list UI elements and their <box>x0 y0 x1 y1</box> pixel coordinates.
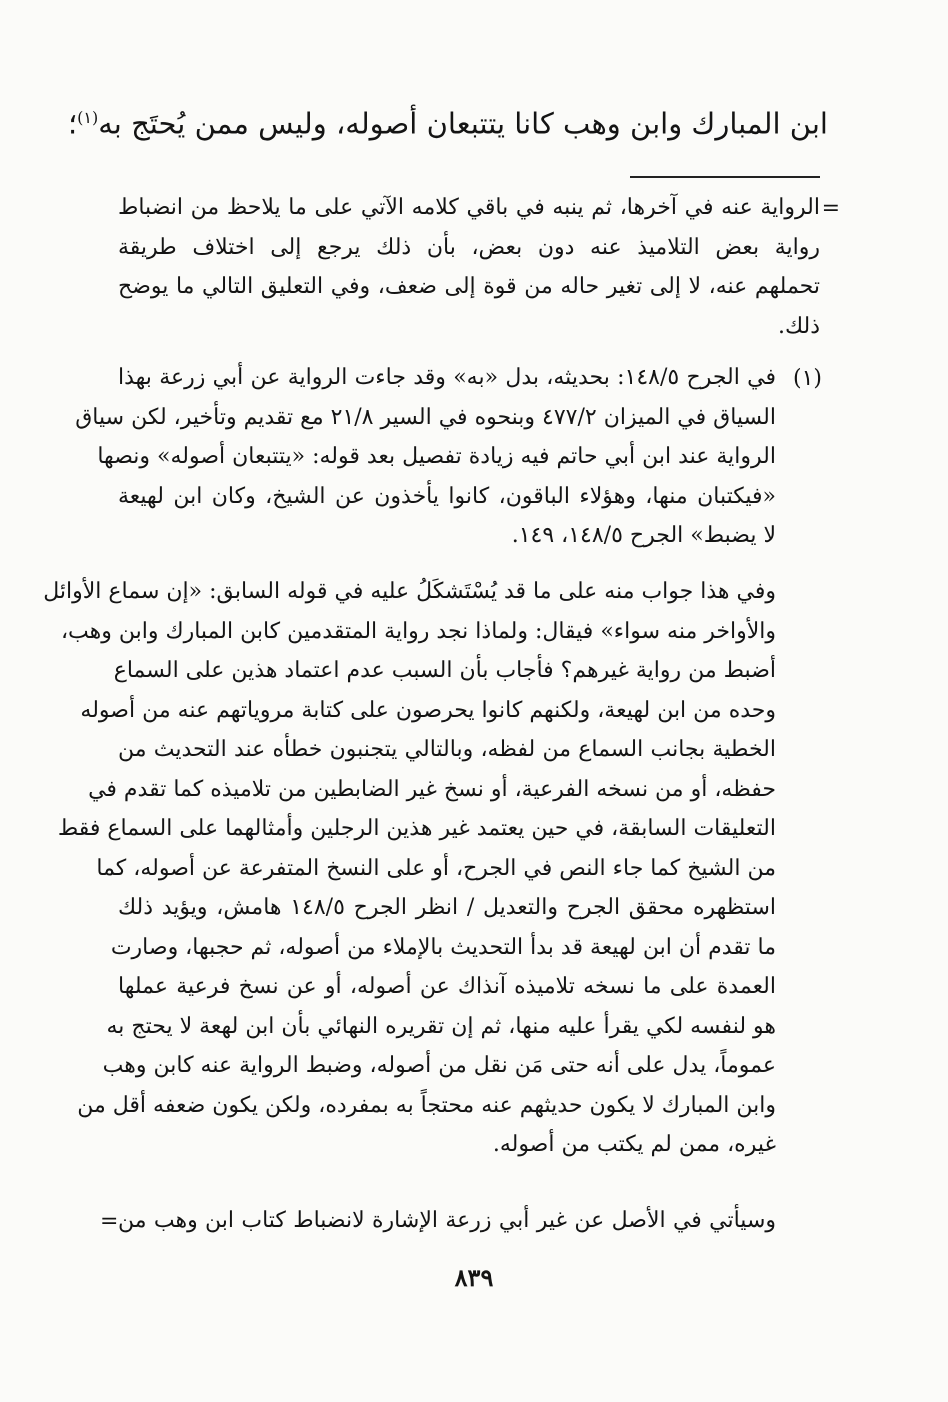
continues-marker: = <box>100 1209 119 1234</box>
paragraph-line: والأواخر منه سواء» فيقال: ولماذا نجد رواية المتقدمين كابن المبارك وابن وهب، <box>60 618 776 644</box>
footnote-1 <box>75 358 777 556</box>
main-text-end: ؛ <box>67 106 78 141</box>
paragraph-line: حفظه، أو من نسخه الفرعية، أو نسخ غير الضابطين من تلاميذه كما تقدم في <box>88 776 776 802</box>
footnote-line: في الجرح ١٤٨/٥: بحديثه، بدل «به» وقد جاءت الرواية عن أبي زرعة بهذا <box>118 365 777 390</box>
paragraph-line: التعليقات السابقة، في حين يعتمد غير هذين الرجلين وأمثالهما على السماع فقط <box>57 816 776 841</box>
note-line: الرواية عنه في آخرها، ثم ينبه في باقي كلامه الآتي على ما يلاحظ من انضباط <box>118 195 820 220</box>
paragraph-line: عموماً، يدل على أنه حتى مَن نقل من أصوله، وضبط الرواية عنه كابن وهب <box>102 1053 776 1078</box>
note-line: تحملهم عنه، لا إلى تغير حاله من قوة إلى ضعف، وفي التعليق التالي ما يوضح <box>118 274 820 299</box>
paragraph-line: أضبط من رواية غيرهم؟ فأجاب بأن السبب عدم اعتماد هذين على السماع <box>113 658 776 683</box>
paragraph-line: العمدة على ما نسخه تلاميذه آنذاك عن أصوله، أو عن نسخ فرعية عملها <box>118 974 776 999</box>
paragraph-line: استظهره محقق الجرح والتعديل / انظر الجرح ١٤٨/٥ هامش، ويؤيد ذلك <box>118 895 776 920</box>
note-line: ذلك. <box>777 313 820 339</box>
footnote-number: (١) <box>792 366 822 391</box>
continuation-marker: = <box>821 196 840 221</box>
commentary-paragraph <box>43 572 776 1165</box>
closing-paragraph <box>118 1201 776 1241</box>
footnote-line: لا يضبط» الجرح ١٤٨/٥، ١٤٩. <box>511 523 776 548</box>
footnote-reference: (١) <box>77 108 99 127</box>
main-text: ابن المبارك وابن وهب كانا يتتبعان أصوله، وليس ممن يُحتَج به <box>98 106 828 141</box>
paragraph-line: من الشيخ كما جاء النص في الجرح، أو على النسخ المتفرعة عن أصوله، كما <box>96 855 776 881</box>
note-line: رواية بعض التلاميذ عنه دون بعض، بأن ذلك يرجع إلى اختلاف طريقة <box>118 234 820 260</box>
paragraph-line: وفي هذا جواب منه على ما قد يُسْتَشكَلُ عليه في قوله السابق: «إن سماع الأوائل <box>43 579 776 604</box>
paragraph-line: وحده من ابن لهيعة، ولكنهم كانوا يحرصون على كتابة مروياتهم عنه من أصوله <box>80 697 776 723</box>
footnote-line: السياق في الميزان ٤٧٧/٢ وبنحوه في السير ٢١/٨ مع تقديم وتأخير، لكن سياق <box>75 404 776 430</box>
paragraph-line: وابن المبارك لا يكون حديثهم عنه محتجاً به بمفرده، ولكن يكون ضعفه أقل من <box>77 1092 776 1118</box>
footnote-line: «فيكتبان منها، وهؤلاء الباقون، كانوا يأخذون عن الشيخ، وكان ابن لهيعة <box>118 483 776 509</box>
paragraph-line: غيره، ممن لم يكتب من أصوله. <box>492 1132 776 1157</box>
footnote-separator <box>630 176 820 178</box>
paragraph-line: وسيأتي في الأصل عن غير أبي زرعة الإشارة لانضباط كتاب ابن وهب من <box>118 1208 776 1233</box>
main-text-line <box>67 98 828 144</box>
paragraph-line: ما تقدم أن ابن لهيعة قد بدأ التحديث بالإملاء من أصوله، ثم حجبها، وصارت <box>110 934 776 960</box>
paragraph-line: هو لنفسه لكي يقرأ عليه منها، ثم إن تقريره النهائي بأن ابن لهعة لا يحتج به <box>106 1013 776 1039</box>
page-number: ٨٣٩ <box>454 1263 494 1292</box>
footnote-line: الرواية عند ابن أبي حاتم فيه زيادة تفصيل بعد قوله: «يتتبعان أصوله» ونصها <box>97 444 776 469</box>
paragraph-line: الخطية بجانب السماع من لفظه، وبالتالي يتجنبون خطأه عند التحديث من <box>118 737 776 762</box>
continued-note <box>118 188 820 346</box>
